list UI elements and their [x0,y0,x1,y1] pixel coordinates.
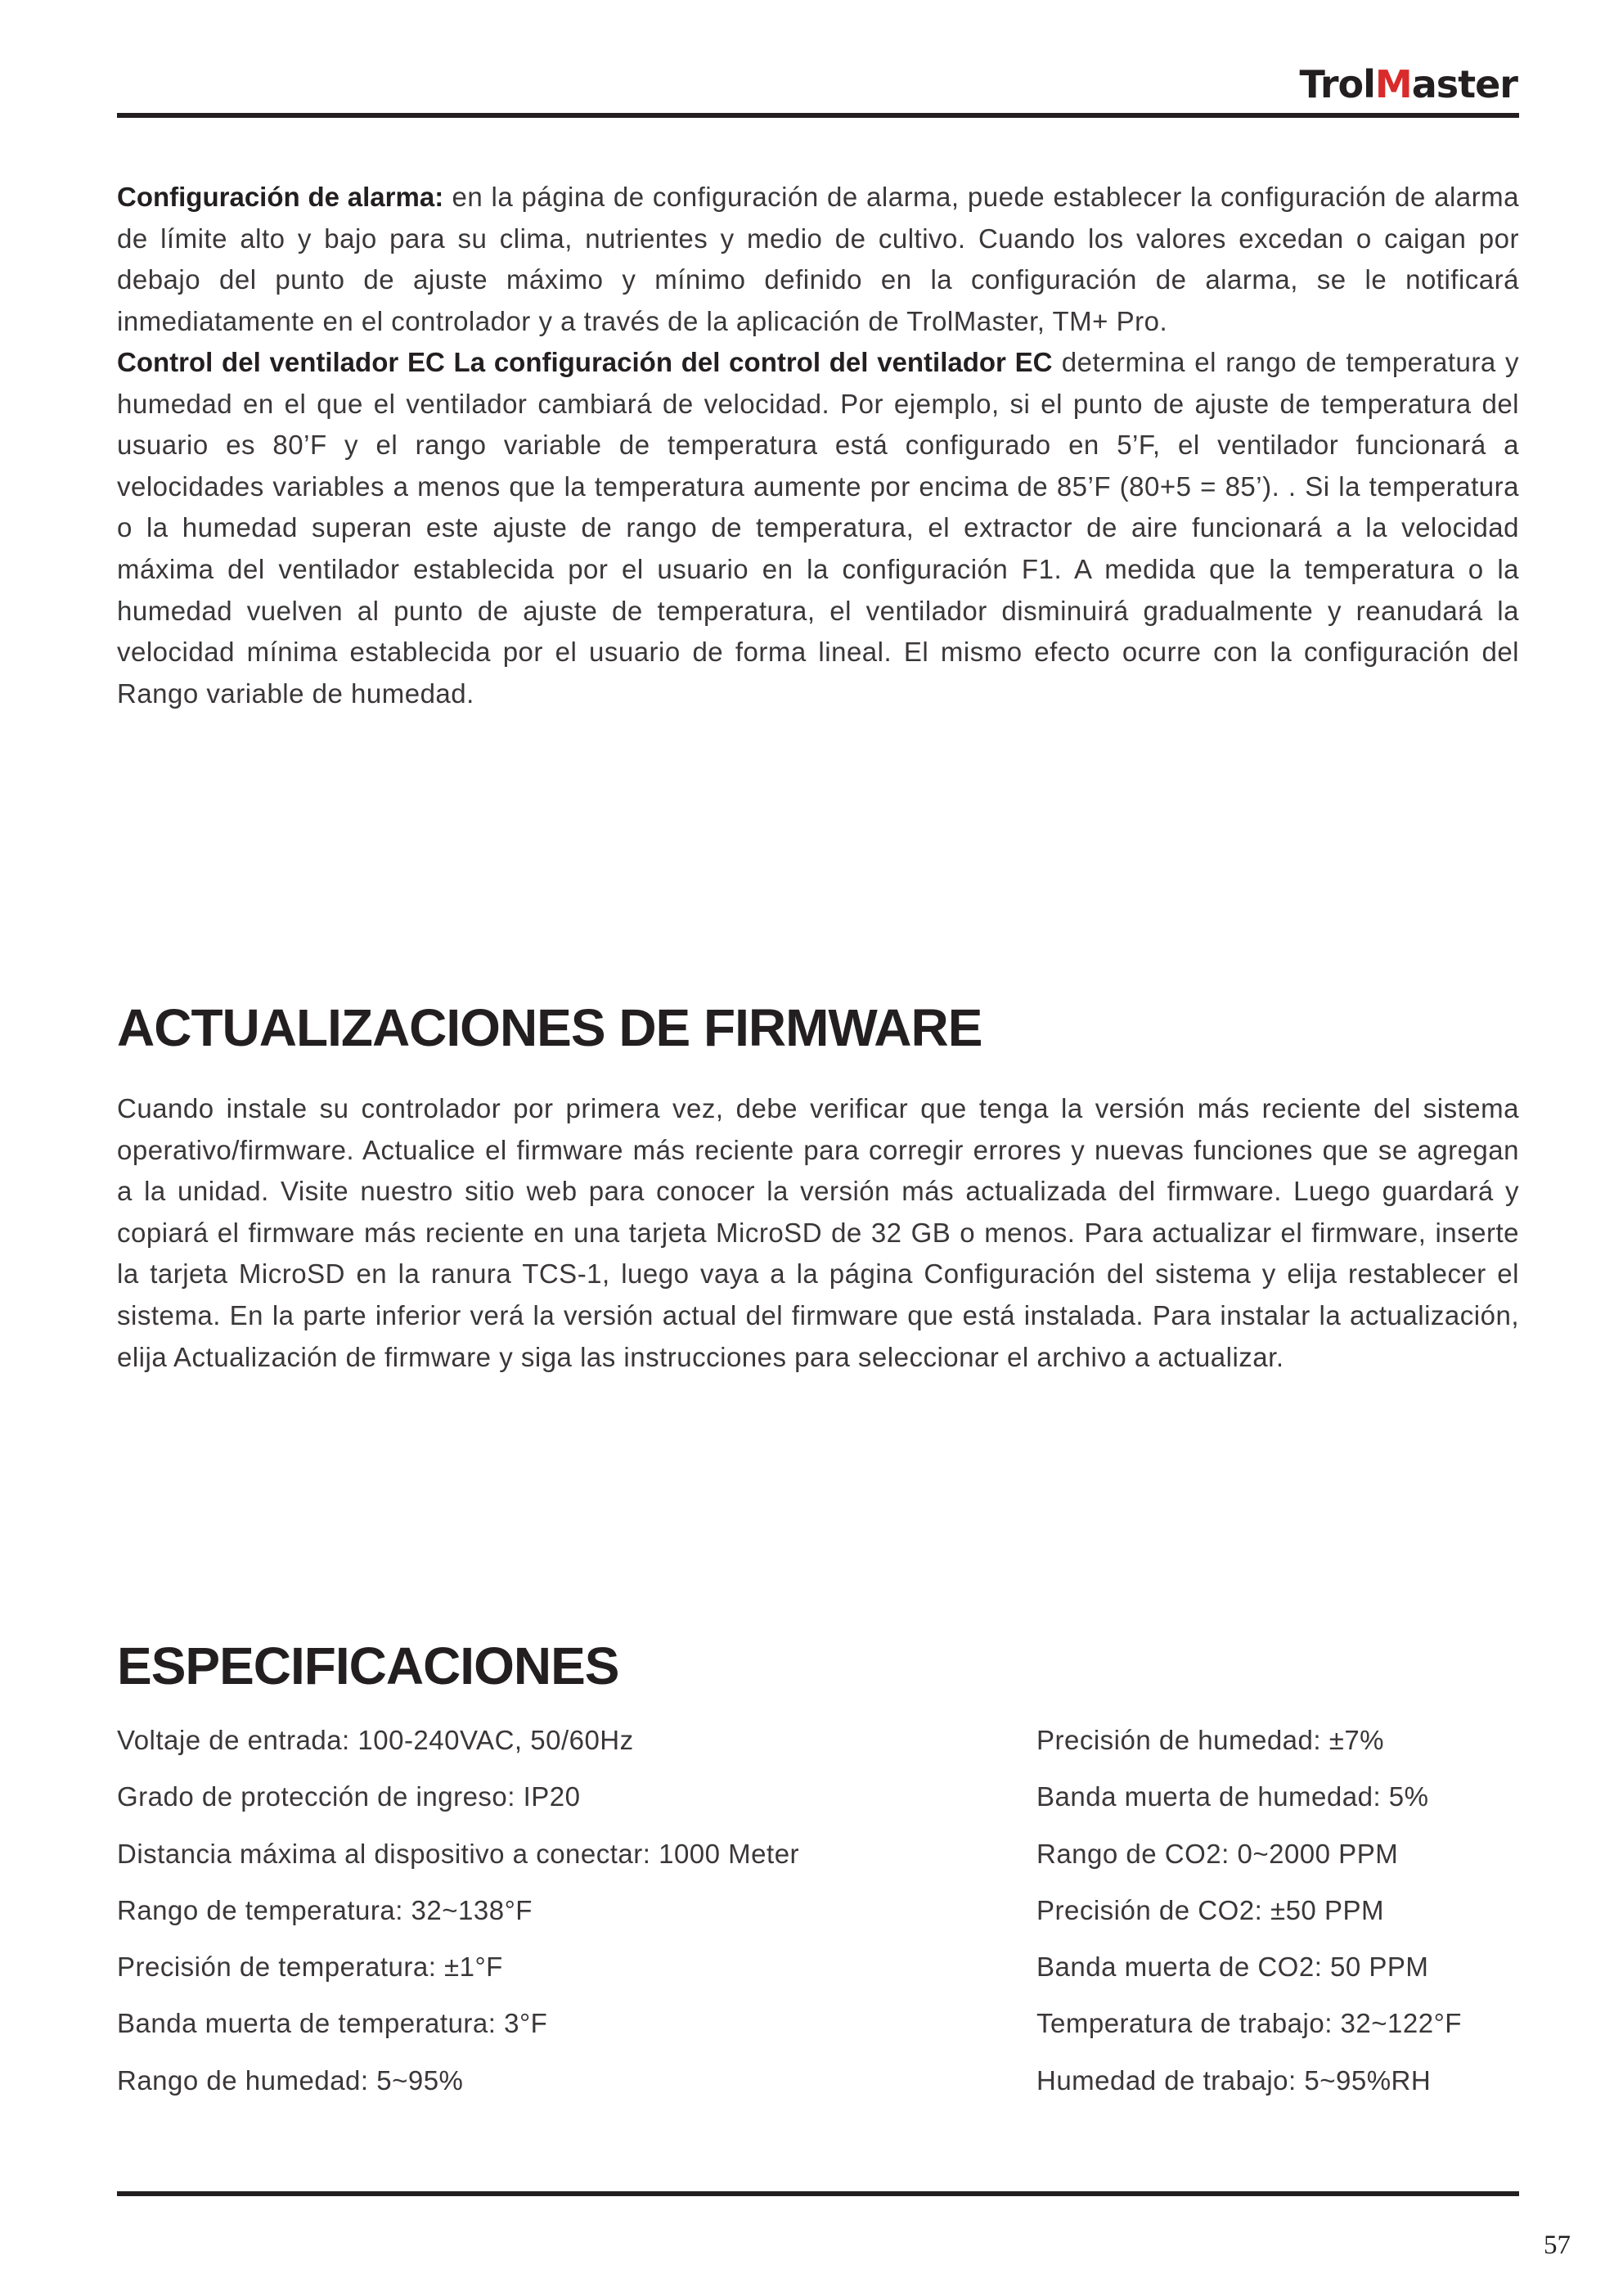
spec-item: Banda muerta de temperatura: 3°F [117,2008,548,2039]
trolmaster-logo [1299,62,1517,106]
spec-item: Precisión de humedad: ±7% [1036,1725,1385,1755]
specs-heading: ESPECIFICACIONES [117,1636,619,1695]
specs-left-column [117,1723,799,2120]
alarm-title: Configuración de alarma: [117,182,444,212]
header-rule [117,113,1519,118]
spec-item: Voltaje de entrada: 100-240VAC, 50/60Hz [117,1725,634,1755]
page-number: 57 [1544,2231,1571,2260]
spec-item: Banda muerta de humedad: 5% [1036,1781,1429,1812]
spec-item: Precisión de CO2: ±50 PPM [1036,1894,1384,1925]
spec-item: Rango de humedad: 5~95% [117,2064,464,2096]
logo-text-aster: aster [1411,62,1517,106]
spec-item: Temperatura de trabajo: 32~122°F [1036,2008,1462,2039]
ec-fan-body: determina el rango de temperatura y humedad en el que el ventilador cambiará de velocidad. Por ejemplo, si el punto de ajuste de temperatura del usuario es 80’F y el rango variable de temperatura está configurado en 5’F, el ventilador funcionará a velocidades variables a menos que la temperatura aumente por encima de 85’F (80+5 = 85’). . Si la temperatura o la humedad superan este ajuste de rango de temperatura, el extractor de aire funcionará a la velocidad máxima del ventilador establecida por el usuario en la configuración F1. A medida que la temperatura o la humedad vuelven al punto de ajuste de temperatura, el ventilador disminuirá gradualmente y reanudará la velocidad mínima establecida por el usuario de forma lineal. El mismo efecto ocurre con la configuración del Rango variable de humedad. [117,347,1519,709]
spec-item: Precisión de temperatura: ±1°F [117,1952,503,1983]
ec-fan-title: Control del ventilador EC La configuración del control del ventilador EC [117,347,1053,377]
spec-item: Rango de CO2: 0~2000 PPM [1036,1838,1399,1869]
firmware-heading: ACTUALIZACIONES DE FIRMWARE [117,998,982,1057]
spec-item: Distancia máxima al dispositivo a conectar: 1000 Meter [117,1838,800,1869]
firmware-paragraph: Cuando instale su controlador por primera vez, debe verificar que tenga la versión más reciente del sistema operativo/firmware. Actualice el firmware más reciente para corregir errores y nuevas funciones que se agregan a la unidad. Visite nuestro sitio web para conocer la versión más actualizada del firmware. Luego guardará y copiará el firmware más reciente en una tarjeta MicroSD de 32 GB o menos. Para actualizar el firmware, inserte la tarjeta MicroSD en la ranura TCS-1, luego vaya a la página Configuración del sistema y elija restablecer el sistema. En la parte inferior verá la versión actual del firmware que está instalada. Para instalar la actualización, elija Actualización de firmware y siga las instrucciones para seleccionar el archivo a actualizar. [117,1093,1519,1372]
spec-item: Rango de temperatura: 32~138°F [117,1894,533,1925]
alarm-paragraph [117,177,1519,342]
logo-text-trol: Trol [1299,62,1375,106]
alarm-body: en la página de configuración de alarma, puede establecer la configuración de alarma de límite alto y bajo para su clima, nutrientes y medio de cultivo. Cuando los valores excedan o caigan por debajo del punto de ajuste máximo y mínimo definido en la configuración de alarma, se le notificará inmediatamente en el controlador y a través de la aplicación de TrolMaster, TM+ Pro. [117,182,1519,336]
logo-text-m: M [1374,62,1412,106]
spec-item: Humedad de trabajo: 5~95%RH [1036,2064,1432,2096]
spec-item: Banda muerta de CO2: 50 PPM [1036,1952,1429,1983]
specs-right-column [1036,1723,1462,2120]
ec-fan-paragraph [117,342,1519,714]
footer-rule [117,2191,1519,2196]
spec-item: Grado de protección de ingreso: IP20 [117,1781,581,1812]
